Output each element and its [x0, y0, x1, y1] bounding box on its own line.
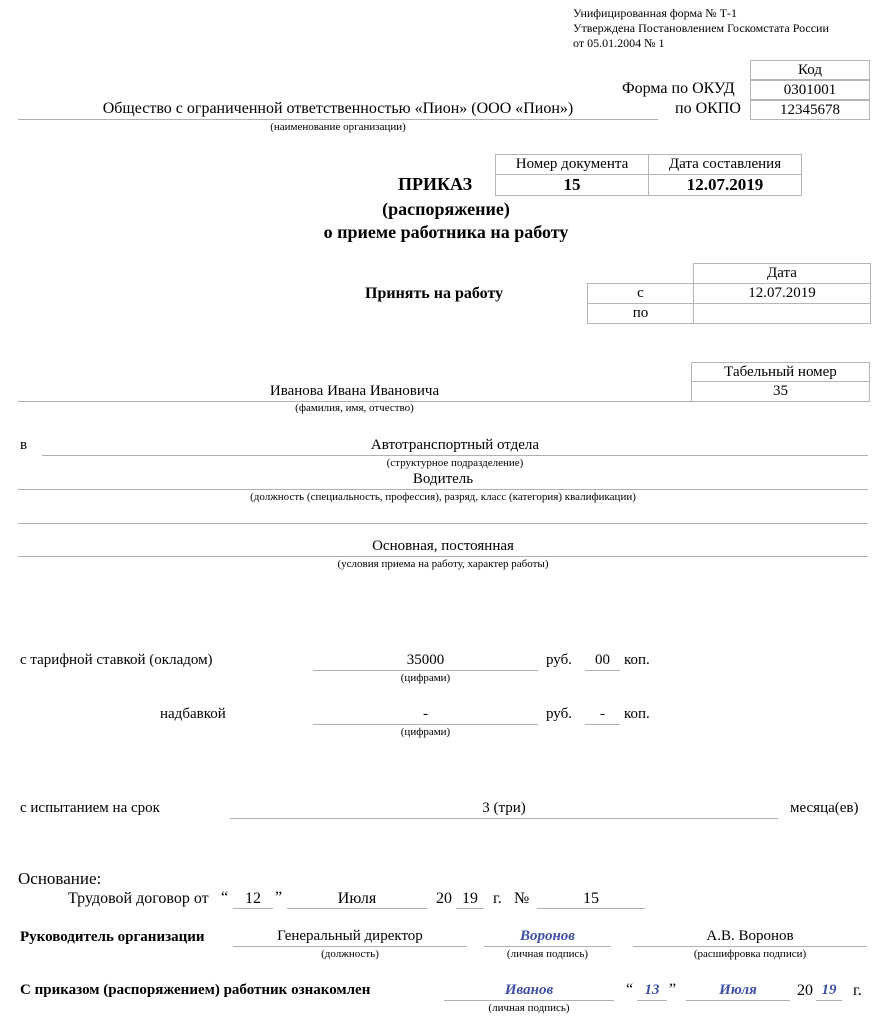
- contract-quote-open: “: [221, 889, 229, 906]
- okud-value: 0301001: [750, 80, 870, 100]
- ack-year-label: г.: [853, 982, 862, 999]
- director-position-caption: (должность): [321, 948, 379, 960]
- hire-to-label: по: [587, 303, 694, 324]
- salary-rub-line: [313, 670, 538, 671]
- tab-number-header: Табельный номер: [691, 362, 870, 382]
- employee-signature-caption: (личная подпись): [488, 1002, 570, 1014]
- salary-caption: (цифрами): [400, 672, 451, 684]
- conditions-caption: (условия приема на работу, характер работы): [337, 558, 549, 570]
- bonus-rub-line: [313, 724, 538, 725]
- contract-year-line: [456, 908, 484, 909]
- doc-number-header: Номер документа: [495, 154, 649, 175]
- contract-month-line: [287, 908, 427, 909]
- order-purpose: о приеме работника на работу: [323, 222, 569, 242]
- contract-year-suffix: 19: [462, 890, 478, 907]
- form-header-line2: Утверждена Постановлением Госкомстата России: [573, 21, 829, 35]
- salary-rub-value: 35000: [406, 652, 445, 668]
- contract-quote-close: ”: [275, 889, 283, 906]
- director-position: Генеральный директор: [277, 928, 423, 944]
- ack-day: 13: [644, 982, 660, 998]
- bonus-label: надбавкой: [160, 706, 226, 722]
- contract-day-line: [233, 908, 273, 909]
- director-name: А.В. Воронов: [706, 928, 794, 944]
- bonus-kop-line: [585, 724, 620, 725]
- bonus-kop-label: коп.: [624, 706, 650, 722]
- employee-name-caption: (фамилия, имя, отчество): [295, 402, 414, 414]
- okud-label: Форма по ОКУД: [622, 80, 735, 97]
- contract-label: Трудовой договор от: [68, 890, 209, 907]
- position-line-2: [18, 523, 868, 524]
- ack-quote-close: ”: [669, 981, 677, 998]
- organization-caption: (наименование организации): [270, 121, 406, 133]
- basis-label: Основание:: [18, 869, 102, 888]
- probation-unit: месяца(ев): [790, 800, 859, 816]
- bonus-caption: (цифрами): [400, 726, 451, 738]
- position-value: Водитель: [412, 471, 474, 487]
- order-subtitle: (распоряжение): [382, 199, 510, 219]
- director-name-caption: (расшифровка подписи): [693, 948, 807, 960]
- department-value: Автотранспортный отдела: [370, 437, 540, 453]
- contract-number-label: №: [514, 890, 530, 907]
- form-header-line3: от 05.01.2004 № 1: [573, 36, 665, 50]
- salary-kop-value: 00: [595, 652, 610, 668]
- ack-day-line: [637, 1000, 667, 1001]
- director-signature-caption: (личная подпись): [506, 948, 589, 960]
- employee-name: Иванова Ивана Ивановича: [269, 383, 440, 399]
- ack-month: Июля: [719, 982, 757, 998]
- ack-month-line: [686, 1000, 790, 1001]
- probation-line: [230, 818, 778, 819]
- doc-date-header: Дата составления: [648, 154, 802, 175]
- hire-from-value: 12.07.2019: [693, 283, 871, 304]
- organization-line: [18, 119, 658, 120]
- salary-rub-label: руб.: [546, 652, 572, 668]
- director-position-line: [233, 946, 467, 947]
- salary-kop-label: коп.: [624, 652, 650, 668]
- order-title: ПРИКАЗ: [398, 174, 473, 194]
- department-caption: (структурное подразделение): [386, 457, 524, 469]
- ack-year-prefix: 20: [797, 982, 813, 999]
- contract-number-line: [537, 908, 645, 909]
- director-label: Руководитель организации: [20, 929, 205, 945]
- probation-label: с испытанием на срок: [20, 800, 160, 816]
- conditions-value: Основная, постоянная: [372, 538, 514, 554]
- director-signature: Воронов: [519, 928, 576, 944]
- contract-month: Июля: [337, 890, 377, 907]
- contract-year-prefix: 20: [436, 890, 452, 907]
- director-signature-line: [484, 946, 611, 947]
- hire-to-value: [693, 303, 871, 324]
- hire-date-header: Дата: [693, 263, 871, 284]
- director-name-line: [633, 946, 867, 947]
- doc-number-value: 15: [495, 174, 649, 196]
- doc-date-value: 12.07.2019: [648, 174, 802, 196]
- department-line: [42, 455, 868, 456]
- position-line: [18, 489, 868, 490]
- ack-year-suffix: 19: [821, 982, 837, 998]
- ack-quote-open: “: [626, 981, 634, 998]
- contract-year-label: г.: [493, 890, 502, 907]
- okpo-value: 12345678: [750, 100, 870, 120]
- position-caption: (должность (специальность, профессия), разряд, класс (категория) квалификации): [250, 491, 636, 503]
- probation-value: 3 (три): [482, 800, 526, 816]
- bonus-rub-value: -: [423, 706, 428, 722]
- kod-header: Код: [750, 60, 870, 80]
- form-header-line1: Унифицированная форма № Т-1: [573, 6, 738, 20]
- salary-label: с тарифной ставкой (окладом): [20, 652, 213, 668]
- employee-signature: Иванов: [504, 982, 554, 998]
- contract-number-value: 15: [583, 890, 599, 907]
- employee-signature-line: [444, 1000, 614, 1001]
- tab-number-value: 35: [691, 381, 870, 402]
- bonus-kop-value: -: [600, 706, 605, 722]
- department-prefix: в: [20, 437, 28, 453]
- ack-year-line: [816, 1000, 842, 1001]
- hire-label: Принять на работу: [365, 285, 504, 302]
- conditions-line: [18, 556, 868, 557]
- organization-name: Общество с ограниченной ответственностью «Пион» (ООО «Пион»): [102, 100, 574, 117]
- bonus-rub-label: руб.: [546, 706, 572, 722]
- contract-day: 12: [245, 890, 261, 907]
- hire-from-label: с: [587, 283, 694, 304]
- salary-kop-line: [585, 670, 620, 671]
- okpo-label: по ОКПО: [675, 100, 741, 117]
- acknowledge-label: С приказом (распоряжением) работник ознакомлен: [20, 982, 371, 998]
